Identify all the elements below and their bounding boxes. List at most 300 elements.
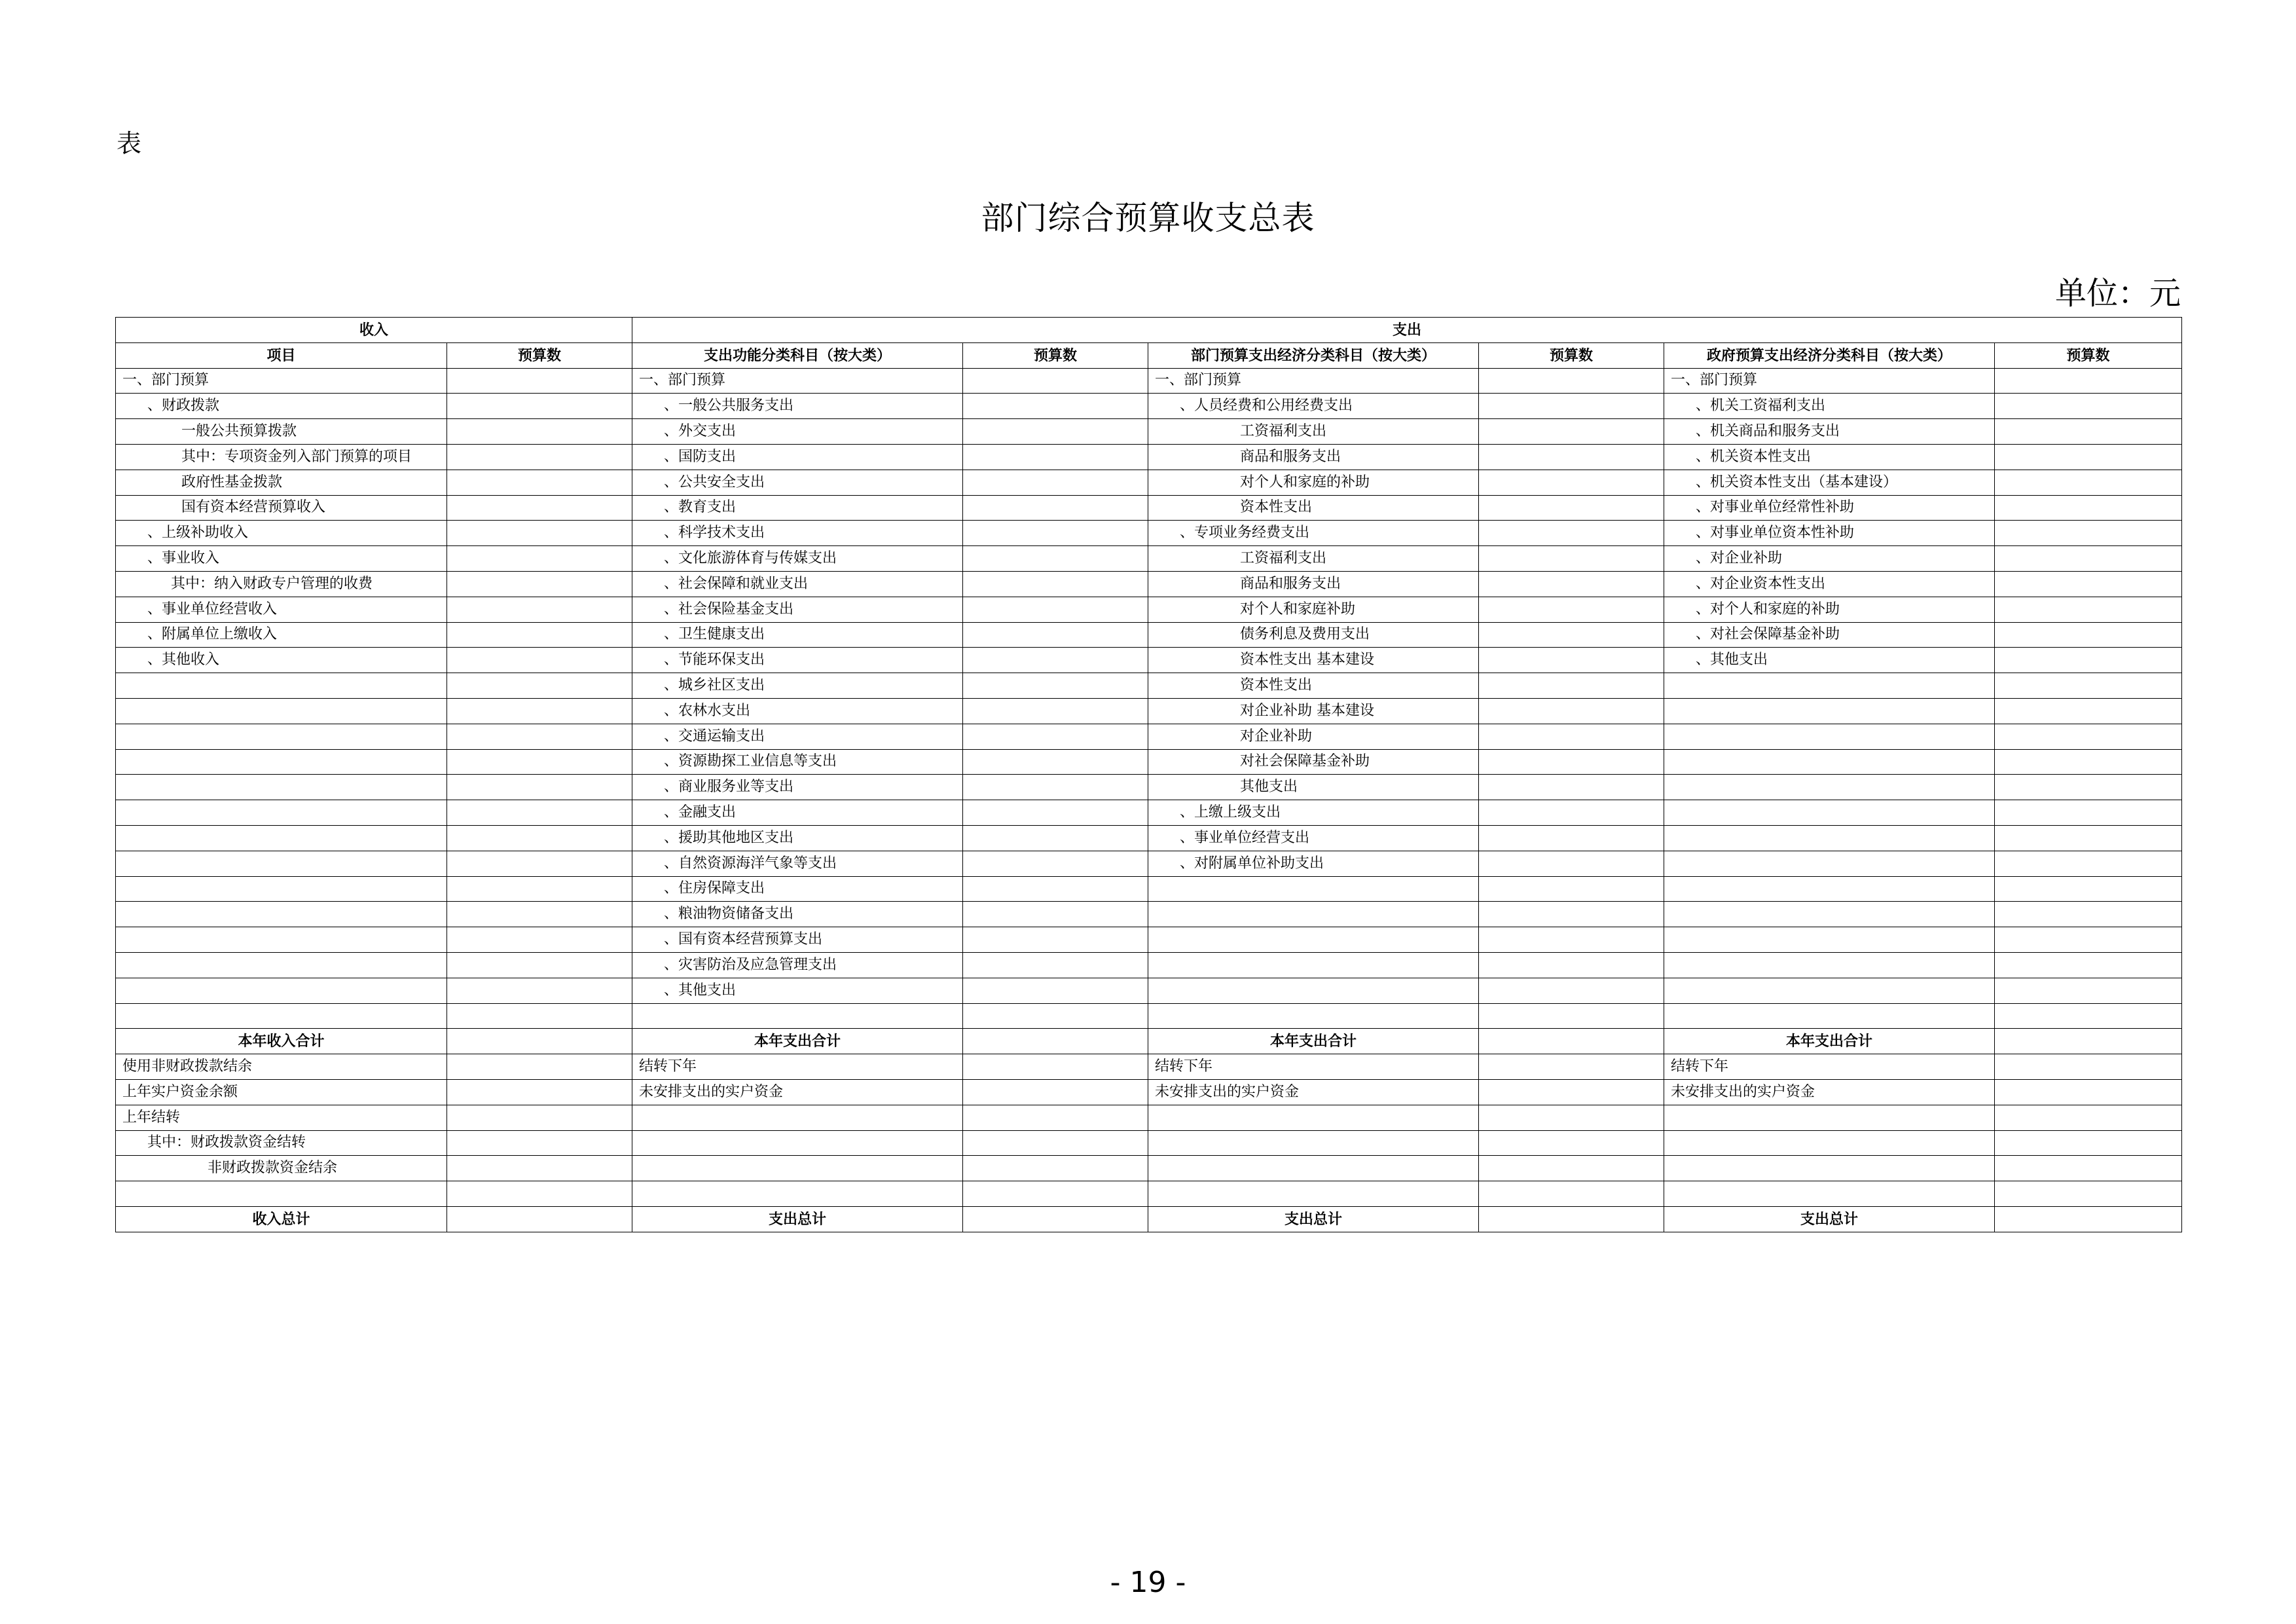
table-row bbox=[116, 775, 2182, 800]
functional-item: 、住房保障支出 bbox=[632, 876, 963, 902]
carryover-expense-item: 未安排支出的实户资金 bbox=[1148, 1079, 1479, 1105]
dept-economic-item bbox=[1148, 952, 1479, 978]
dept-economic-amount bbox=[1479, 673, 1664, 699]
income-item bbox=[116, 800, 447, 826]
income-item bbox=[116, 876, 447, 902]
functional-item: 、国有资本经营预算支出 bbox=[632, 927, 963, 953]
dept-economic-amount-header: 预算数 bbox=[1479, 342, 1664, 368]
gov-economic-amount-header: 预算数 bbox=[1995, 342, 2182, 368]
expense-group-header: 支出 bbox=[632, 318, 2182, 343]
functional-item: 、文化旅游体育与传媒支出 bbox=[632, 546, 963, 572]
carryover-expense-item: 结转下年 bbox=[1664, 1054, 1995, 1080]
gov-economic-item: 、其他支出 bbox=[1664, 648, 1995, 673]
income-amount bbox=[447, 419, 632, 445]
table-row bbox=[116, 1003, 2182, 1029]
dept-economic-amount bbox=[1479, 521, 1664, 546]
functional-amount-header: 预算数 bbox=[963, 342, 1148, 368]
functional-amount bbox=[963, 1054, 1148, 1080]
dept-economic-amount bbox=[1479, 470, 1664, 495]
table-row bbox=[116, 622, 2182, 648]
income-amount bbox=[447, 622, 632, 648]
dept-economic-amount bbox=[1479, 1181, 1664, 1207]
gov-economic-amount bbox=[1995, 521, 2182, 546]
gov-economic-amount bbox=[1995, 597, 2182, 622]
total-row bbox=[116, 1206, 2182, 1232]
income-amount bbox=[447, 673, 632, 699]
gov-economic-amount bbox=[1995, 648, 2182, 673]
functional-amount bbox=[963, 952, 1148, 978]
gov-economic-amount bbox=[1995, 1054, 2182, 1080]
table-row bbox=[116, 876, 2182, 902]
income-amount bbox=[447, 775, 632, 800]
dept-economic-item: 商品和服务支出 bbox=[1148, 571, 1479, 597]
functional-item: 、教育支出 bbox=[632, 495, 963, 521]
income-item bbox=[116, 673, 447, 699]
dept-economic-item: 、人员经费和公用经费支出 bbox=[1148, 394, 1479, 419]
gov-economic-amount bbox=[1995, 622, 2182, 648]
dept-economic-item: 资本性支出 bbox=[1148, 673, 1479, 699]
dept-economic-item: 工资福利支出 bbox=[1148, 546, 1479, 572]
dept-economic-amount bbox=[1479, 622, 1664, 648]
page-number: - 19 - bbox=[1110, 1566, 1186, 1599]
income-amount bbox=[447, 902, 632, 927]
income-amount bbox=[447, 546, 632, 572]
functional-item bbox=[632, 1156, 963, 1181]
dept-economic-total-amount bbox=[1479, 1206, 1664, 1232]
income-amount bbox=[447, 495, 632, 521]
functional-item: 、科学技术支出 bbox=[632, 521, 963, 546]
income-total-amount bbox=[447, 1206, 632, 1232]
gov-economic-item bbox=[1664, 673, 1995, 699]
functional-amount bbox=[963, 419, 1148, 445]
table-row bbox=[116, 470, 2182, 495]
dept-economic-amount bbox=[1479, 876, 1664, 902]
gov-economic-item bbox=[1664, 1105, 1995, 1130]
functional-item bbox=[632, 1181, 963, 1207]
gov-economic-item: 、机关资本性支出 bbox=[1664, 444, 1995, 470]
gov-economic-subtotal-amount bbox=[1995, 1029, 2182, 1054]
gov-economic-item bbox=[1664, 1156, 1995, 1181]
header-row-columns bbox=[116, 342, 2182, 368]
functional-amount bbox=[963, 1105, 1148, 1130]
dept-economic-amount bbox=[1479, 571, 1664, 597]
dept-economic-amount bbox=[1479, 1130, 1664, 1156]
functional-amount bbox=[963, 673, 1148, 699]
dept-economic-amount bbox=[1479, 1156, 1664, 1181]
table-row bbox=[116, 800, 2182, 826]
carryover-row bbox=[116, 1130, 2182, 1156]
dept-economic-amount bbox=[1479, 1054, 1664, 1080]
table-row bbox=[116, 1181, 2182, 1207]
functional-amount bbox=[963, 571, 1148, 597]
functional-item: 、公共安全支出 bbox=[632, 470, 963, 495]
functional-subtotal-label: 本年支出合计 bbox=[632, 1029, 963, 1054]
income-amount bbox=[447, 1003, 632, 1029]
gov-economic-amount bbox=[1995, 419, 2182, 445]
income-item: 、事业单位经营收入 bbox=[116, 597, 447, 622]
dept-economic-amount bbox=[1479, 1079, 1664, 1105]
carryover-income-item: 其中：财政拨款资金结转 bbox=[116, 1130, 447, 1156]
gov-economic-total-label: 支出总计 bbox=[1664, 1206, 1995, 1232]
gov-economic-amount bbox=[1995, 1079, 2182, 1105]
carryover-income-item: 使用非财政拨款结余 bbox=[116, 1054, 447, 1080]
gov-economic-item bbox=[1664, 825, 1995, 851]
dept-economic-amount bbox=[1479, 1105, 1664, 1130]
functional-amount bbox=[963, 444, 1148, 470]
gov-economic-amount bbox=[1995, 775, 2182, 800]
income-amount bbox=[447, 368, 632, 394]
gov-economic-amount bbox=[1995, 571, 2182, 597]
functional-amount bbox=[963, 470, 1148, 495]
income-amount bbox=[447, 749, 632, 775]
dept-economic-item: 资本性支出 bbox=[1148, 495, 1479, 521]
income-item bbox=[116, 1003, 447, 1029]
carryover-expense-item: 未安排支出的实户资金 bbox=[1664, 1079, 1995, 1105]
functional-item: 、金融支出 bbox=[632, 800, 963, 826]
functional-item: 、资源勘探工业信息等支出 bbox=[632, 749, 963, 775]
functional-amount bbox=[963, 1079, 1148, 1105]
functional-amount bbox=[963, 1181, 1148, 1207]
dept-economic-amount bbox=[1479, 368, 1664, 394]
income-item: 政府性基金拨款 bbox=[116, 470, 447, 495]
gov-economic-amount bbox=[1995, 952, 2182, 978]
income-amount bbox=[447, 1105, 632, 1130]
table-row bbox=[116, 394, 2182, 419]
dept-economic-amount bbox=[1479, 927, 1664, 953]
income-amount bbox=[447, 927, 632, 953]
carryover-expense-item: 结转下年 bbox=[632, 1054, 963, 1080]
dept-economic-item bbox=[1148, 876, 1479, 902]
income-amount bbox=[447, 1054, 632, 1080]
functional-item: 、节能环保支出 bbox=[632, 648, 963, 673]
table-row bbox=[116, 902, 2182, 927]
table-row bbox=[116, 673, 2182, 699]
functional-item: 、自然资源海洋气象等支出 bbox=[632, 851, 963, 876]
gov-economic-subtotal-label: 本年支出合计 bbox=[1664, 1029, 1995, 1054]
gov-economic-item: 、机关工资福利支出 bbox=[1664, 394, 1995, 419]
dept-economic-item: 对社会保障基金补助 bbox=[1148, 749, 1479, 775]
dept-economic-amount bbox=[1479, 419, 1664, 445]
gov-economic-item bbox=[1664, 927, 1995, 953]
dept-economic-class-header: 部门预算支出经济分类科目（按大类） bbox=[1148, 342, 1479, 368]
functional-amount bbox=[963, 876, 1148, 902]
gov-economic-item bbox=[1664, 851, 1995, 876]
income-item: 、上级补助收入 bbox=[116, 521, 447, 546]
income-amount bbox=[447, 825, 632, 851]
gov-economic-amount bbox=[1995, 444, 2182, 470]
gov-economic-class-header: 政府预算支出经济分类科目（按大类） bbox=[1664, 342, 1995, 368]
functional-item: 、商业服务业等支出 bbox=[632, 775, 963, 800]
functional-amount bbox=[963, 724, 1148, 749]
carryover-income-item: 上年结转 bbox=[116, 1105, 447, 1130]
functional-amount bbox=[963, 927, 1148, 953]
functional-amount bbox=[963, 1003, 1148, 1029]
income-amount bbox=[447, 698, 632, 724]
table-row bbox=[116, 952, 2182, 978]
carryover-expense-item: 结转下年 bbox=[1148, 1054, 1479, 1080]
gov-economic-amount bbox=[1995, 1003, 2182, 1029]
table-row bbox=[116, 444, 2182, 470]
gov-economic-amount bbox=[1995, 927, 2182, 953]
table-row bbox=[116, 521, 2182, 546]
dept-economic-item: 资本性支出 基本建设 bbox=[1148, 648, 1479, 673]
dept-economic-item bbox=[1148, 1003, 1479, 1029]
dept-economic-item: 、事业单位经营支出 bbox=[1148, 825, 1479, 851]
functional-item: 、农林水支出 bbox=[632, 698, 963, 724]
dept-economic-amount bbox=[1479, 800, 1664, 826]
income-item bbox=[116, 952, 447, 978]
functional-item: 、灾害防治及应急管理支出 bbox=[632, 952, 963, 978]
gov-economic-item: 、对社会保障基金补助 bbox=[1664, 622, 1995, 648]
table-row bbox=[116, 698, 2182, 724]
functional-total-amount bbox=[963, 1206, 1148, 1232]
dept-economic-amount bbox=[1479, 597, 1664, 622]
functional-item: 、社会保险基金支出 bbox=[632, 597, 963, 622]
functional-amount bbox=[963, 698, 1148, 724]
sheet-label: 表 bbox=[117, 129, 142, 158]
dept-economic-amount bbox=[1479, 546, 1664, 572]
functional-subtotal-amount bbox=[963, 1029, 1148, 1054]
functional-amount bbox=[963, 394, 1148, 419]
gov-economic-item bbox=[1664, 1003, 1995, 1029]
functional-item bbox=[632, 1130, 963, 1156]
income-amount bbox=[447, 597, 632, 622]
dept-economic-amount bbox=[1479, 648, 1664, 673]
gov-economic-item bbox=[1664, 1130, 1995, 1156]
gov-economic-amount bbox=[1995, 394, 2182, 419]
gov-economic-amount bbox=[1995, 546, 2182, 572]
gov-economic-item bbox=[1664, 724, 1995, 749]
dept-economic-amount bbox=[1479, 444, 1664, 470]
table-row bbox=[116, 571, 2182, 597]
dept-economic-amount bbox=[1479, 775, 1664, 800]
gov-economic-amount bbox=[1995, 902, 2182, 927]
gov-economic-total-amount bbox=[1995, 1206, 2182, 1232]
table-row bbox=[116, 546, 2182, 572]
gov-economic-item: 、对个人和家庭的补助 bbox=[1664, 597, 1995, 622]
income-item: 、其他收入 bbox=[116, 648, 447, 673]
gov-economic-item: 、对事业单位经常性补助 bbox=[1664, 495, 1995, 521]
functional-amount bbox=[963, 597, 1148, 622]
subtotal-row bbox=[116, 1029, 2182, 1054]
dept-economic-amount bbox=[1479, 952, 1664, 978]
functional-amount bbox=[963, 749, 1148, 775]
income-amount bbox=[447, 952, 632, 978]
gov-economic-amount bbox=[1995, 978, 2182, 1003]
income-amount bbox=[447, 571, 632, 597]
gov-economic-item: 一、部门预算 bbox=[1664, 368, 1995, 394]
income-amount bbox=[447, 724, 632, 749]
dept-economic-item bbox=[1148, 1105, 1479, 1130]
functional-item: 、援助其他地区支出 bbox=[632, 825, 963, 851]
functional-amount bbox=[963, 495, 1148, 521]
income-item bbox=[116, 749, 447, 775]
gov-economic-item: 、机关商品和服务支出 bbox=[1664, 419, 1995, 445]
dept-economic-item: 债务利息及费用支出 bbox=[1148, 622, 1479, 648]
income-amount bbox=[447, 521, 632, 546]
table-row bbox=[116, 648, 2182, 673]
functional-item: 、一般公共服务支出 bbox=[632, 394, 963, 419]
gov-economic-item: 、机关资本性支出（基本建设） bbox=[1664, 470, 1995, 495]
carryover-row bbox=[116, 1156, 2182, 1181]
dept-economic-amount bbox=[1479, 978, 1664, 1003]
table-row bbox=[116, 978, 2182, 1003]
dept-economic-amount bbox=[1479, 851, 1664, 876]
table-row bbox=[116, 597, 2182, 622]
dept-economic-amount bbox=[1479, 394, 1664, 419]
functional-amount bbox=[963, 648, 1148, 673]
dept-economic-subtotal-label: 本年支出合计 bbox=[1148, 1029, 1479, 1054]
unit-label: 单位：元 bbox=[2054, 275, 2181, 312]
income-item: 其中：专项资金列入部门预算的项目 bbox=[116, 444, 447, 470]
dept-economic-item bbox=[1148, 1181, 1479, 1207]
dept-economic-item bbox=[1148, 902, 1479, 927]
dept-economic-item: 一、部门预算 bbox=[1148, 368, 1479, 394]
gov-economic-amount bbox=[1995, 876, 2182, 902]
gov-economic-item bbox=[1664, 952, 1995, 978]
functional-amount bbox=[963, 546, 1148, 572]
functional-amount bbox=[963, 825, 1148, 851]
page-title: 部门综合预算收支总表 bbox=[981, 199, 1315, 237]
income-amount bbox=[447, 394, 632, 419]
gov-economic-item bbox=[1664, 902, 1995, 927]
gov-economic-item bbox=[1664, 775, 1995, 800]
income-amount bbox=[447, 648, 632, 673]
gov-economic-amount bbox=[1995, 673, 2182, 699]
dept-economic-amount bbox=[1479, 724, 1664, 749]
functional-item: 、外交支出 bbox=[632, 419, 963, 445]
dept-economic-item bbox=[1148, 1130, 1479, 1156]
gov-economic-amount bbox=[1995, 470, 2182, 495]
dept-economic-item bbox=[1148, 1156, 1479, 1181]
income-item: 、财政拨款 bbox=[116, 394, 447, 419]
functional-amount bbox=[963, 1156, 1148, 1181]
income-item bbox=[116, 698, 447, 724]
income-amount-header: 预算数 bbox=[447, 342, 632, 368]
income-item bbox=[116, 851, 447, 876]
gov-economic-amount bbox=[1995, 724, 2182, 749]
gov-economic-amount bbox=[1995, 1156, 2182, 1181]
functional-amount bbox=[963, 368, 1148, 394]
income-item bbox=[116, 927, 447, 953]
income-item: 一般公共预算拨款 bbox=[116, 419, 447, 445]
dept-economic-item: 、上缴上级支出 bbox=[1148, 800, 1479, 826]
income-amount bbox=[447, 1130, 632, 1156]
gov-economic-item bbox=[1664, 1181, 1995, 1207]
dept-economic-amount bbox=[1479, 698, 1664, 724]
table-row bbox=[116, 368, 2182, 394]
gov-economic-item: 、对企业补助 bbox=[1664, 546, 1995, 572]
functional-item bbox=[632, 1003, 963, 1029]
functional-item: 、国防支出 bbox=[632, 444, 963, 470]
gov-economic-amount bbox=[1995, 1130, 2182, 1156]
income-amount bbox=[447, 1156, 632, 1181]
dept-economic-item: 对企业补助 基本建设 bbox=[1148, 698, 1479, 724]
dept-economic-amount bbox=[1479, 902, 1664, 927]
carryover-income-item: 非财政拨款资金结余 bbox=[116, 1156, 447, 1181]
gov-economic-amount bbox=[1995, 698, 2182, 724]
functional-class-header: 支出功能分类科目（按大类） bbox=[632, 342, 963, 368]
gov-economic-amount bbox=[1995, 1105, 2182, 1130]
income-total-label: 收入总计 bbox=[116, 1206, 447, 1232]
carryover-row bbox=[116, 1079, 2182, 1105]
income-amount bbox=[447, 1079, 632, 1105]
budget-summary-table bbox=[115, 317, 2182, 1232]
dept-economic-item: 工资福利支出 bbox=[1148, 419, 1479, 445]
gov-economic-item: 、对事业单位资本性补助 bbox=[1664, 521, 1995, 546]
dept-economic-item: 其他支出 bbox=[1148, 775, 1479, 800]
table-row bbox=[116, 419, 2182, 445]
functional-item: 一、部门预算 bbox=[632, 368, 963, 394]
income-group-header: 收入 bbox=[116, 318, 632, 343]
income-item: 、附属单位上缴收入 bbox=[116, 622, 447, 648]
income-item-header: 项目 bbox=[116, 342, 447, 368]
table-row bbox=[116, 749, 2182, 775]
table-row bbox=[116, 724, 2182, 749]
dept-economic-amount bbox=[1479, 1003, 1664, 1029]
functional-amount bbox=[963, 1130, 1148, 1156]
carryover-row bbox=[116, 1105, 2182, 1130]
dept-economic-item bbox=[1148, 978, 1479, 1003]
table-row bbox=[116, 495, 2182, 521]
income-amount bbox=[447, 470, 632, 495]
income-amount bbox=[447, 978, 632, 1003]
functional-item: 、其他支出 bbox=[632, 978, 963, 1003]
dept-economic-total-label: 支出总计 bbox=[1148, 1206, 1479, 1232]
income-amount bbox=[447, 1181, 632, 1207]
income-item bbox=[116, 978, 447, 1003]
functional-amount bbox=[963, 622, 1148, 648]
table-row bbox=[116, 825, 2182, 851]
income-item bbox=[116, 825, 447, 851]
carryover-row bbox=[116, 1054, 2182, 1080]
functional-amount bbox=[963, 521, 1148, 546]
gov-economic-item bbox=[1664, 749, 1995, 775]
gov-economic-item bbox=[1664, 698, 1995, 724]
functional-amount bbox=[963, 800, 1148, 826]
table-row bbox=[116, 851, 2182, 876]
carryover-expense-item: 未安排支出的实户资金 bbox=[632, 1079, 963, 1105]
functional-item: 、卫生健康支出 bbox=[632, 622, 963, 648]
carryover-income-item: 上年实户资金余额 bbox=[116, 1079, 447, 1105]
functional-amount bbox=[963, 978, 1148, 1003]
functional-amount bbox=[963, 902, 1148, 927]
gov-economic-item bbox=[1664, 876, 1995, 902]
dept-economic-item: 对个人和家庭的补助 bbox=[1148, 470, 1479, 495]
table-row bbox=[116, 927, 2182, 953]
gov-economic-amount bbox=[1995, 851, 2182, 876]
dept-economic-item: 对企业补助 bbox=[1148, 724, 1479, 749]
income-amount bbox=[447, 444, 632, 470]
dept-economic-item: 对个人和家庭补助 bbox=[1148, 597, 1479, 622]
dept-economic-item: 、对附属单位补助支出 bbox=[1148, 851, 1479, 876]
income-item: 一、部门预算 bbox=[116, 368, 447, 394]
income-item: 、事业收入 bbox=[116, 546, 447, 572]
income-item bbox=[116, 724, 447, 749]
gov-economic-amount bbox=[1995, 1181, 2182, 1207]
gov-economic-item: 、对企业资本性支出 bbox=[1664, 571, 1995, 597]
gov-economic-item bbox=[1664, 800, 1995, 826]
income-item bbox=[116, 775, 447, 800]
header-row-groups bbox=[116, 318, 2182, 343]
dept-economic-amount bbox=[1479, 749, 1664, 775]
functional-amount bbox=[963, 851, 1148, 876]
gov-economic-amount bbox=[1995, 800, 2182, 826]
dept-economic-item bbox=[1148, 927, 1479, 953]
gov-economic-amount bbox=[1995, 825, 2182, 851]
income-amount bbox=[447, 800, 632, 826]
income-amount bbox=[447, 851, 632, 876]
